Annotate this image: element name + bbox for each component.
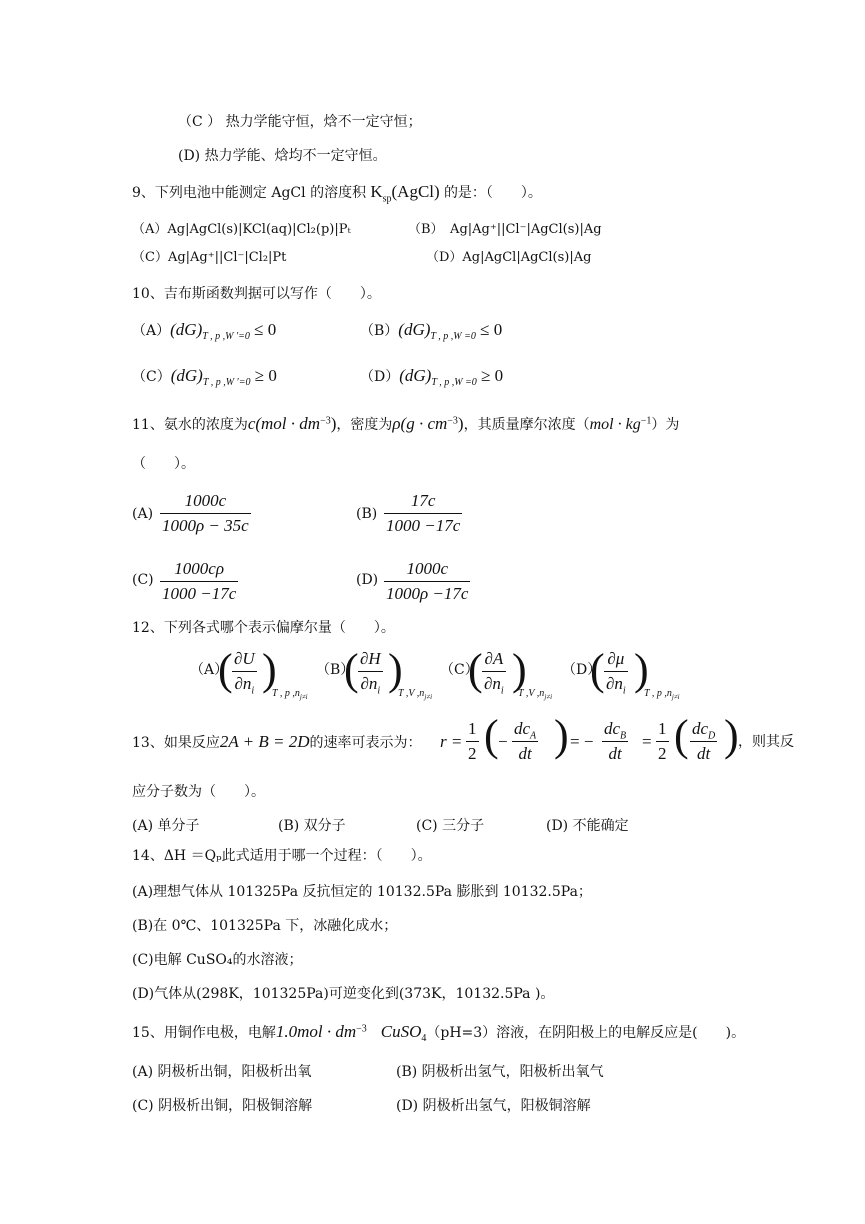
q10-option-d: $(D)(dG)_{T , p ,W =0} \ge 0$ bbox=[360, 366, 504, 388]
q11-fraction-b: $\frac{17c}{1000 -17c}$ bbox=[386, 491, 461, 535]
q12-fraction-a: $\frac{\partial U}{\partial n_i}$ bbox=[234, 649, 255, 697]
q13-half-1: $\frac{1}{2}$ bbox=[468, 719, 477, 763]
q12-d-subscript: T , p $,n_{j\ne i}$ bbox=[644, 688, 680, 701]
q12-stem: 12、下列各式哪个表示偏摩尔量（ ）。 bbox=[132, 620, 395, 636]
q12-c-lparen: ( bbox=[468, 645, 483, 694]
q13-option-a: (A) 单分子 bbox=[132, 818, 200, 834]
q15-stem: 15、用铜作电极，电解$1.0mol \cdot dm^{-3}$ CuSO$_4$（pH=3）溶液，在阴阳极上的电解反应是( )。 bbox=[132, 1022, 746, 1044]
q13-half-2: $\frac{1}{2}$ bbox=[658, 719, 667, 763]
q13-stem-tail: ，则其反 bbox=[738, 734, 794, 750]
q12-c-subscript: T ,V $,n_{j\ne i}$ bbox=[518, 688, 553, 701]
q12-a-lparen: ( bbox=[218, 645, 233, 694]
q14-stem: 14、ΔH ＝Qₚ此式适用于哪一个过程：（ ）。 bbox=[132, 848, 432, 864]
q13-option-d: (D) 不能确定 bbox=[546, 818, 629, 834]
q15-option-d: (D) 阴极析出氢气，阳极铜溶解 bbox=[396, 1098, 591, 1114]
q13-rparen-1: ) bbox=[554, 711, 569, 760]
q8-option-c: （C ） 热力学能守恒，焓不一定守恒； bbox=[178, 114, 422, 130]
q12-a-rparen: ) bbox=[262, 645, 277, 694]
q12-fraction-d: $\frac{\partial\mu}{\partial n_i}$ bbox=[606, 649, 626, 697]
q12-d-lparen: ( bbox=[590, 645, 605, 694]
q12-b-rparen: ) bbox=[388, 645, 403, 694]
q11-label-c: (C) bbox=[132, 572, 154, 588]
q11-fraction-c: $\frac{1000c\rho}{1000 -17c}$ bbox=[162, 559, 237, 603]
q13-lparen-1: ( bbox=[484, 711, 499, 760]
q15-option-c: (C) 阴极析出铜，阳极铜溶解 bbox=[132, 1098, 313, 1114]
q13-option-c: (C) 三分子 bbox=[416, 818, 485, 834]
q11-stem-blank: （ ）。 bbox=[132, 456, 195, 472]
q11-label-a: (A) bbox=[132, 506, 154, 522]
q13-option-b: (B) 双分子 bbox=[278, 818, 346, 834]
q12-label-c: （C） bbox=[440, 662, 479, 678]
q13-stem: 13、如果反应2A + B = 2D的速率可表示为： bbox=[132, 732, 422, 751]
q12-a-subscript: T , p $,n_{j\ne i}$ bbox=[272, 688, 308, 701]
q12-label-b: （B） bbox=[316, 662, 355, 678]
q12-fraction-c: $\frac{\partial A}{\partial n_i}$ bbox=[484, 649, 504, 697]
q15-option-b: (B) 阴极析出氢气，阳极析出氧气 bbox=[396, 1064, 604, 1080]
q12-b-subscript: T ,V $,n_{j\ne i}$ bbox=[398, 688, 433, 701]
q12-c-rparen: ) bbox=[512, 645, 527, 694]
q13-minus-1: − bbox=[498, 732, 508, 751]
q13-lparen-2: ( bbox=[674, 711, 689, 760]
q13-dca-dt: $dc_A$ dt bbox=[514, 719, 537, 763]
q11-fraction-d: $\frac{1000c}{1000\rho -17c}$ bbox=[386, 559, 469, 603]
q11-stem: 11、氨水的浓度为$c(mol \cdot dm^{-3})$，密度为$\rho(g \cdot cm^{-3})$，其质量摩尔浓度$(mol \cdot kg^{-1})$为 bbox=[132, 414, 680, 433]
q13-eq-2: = bbox=[642, 732, 652, 751]
q14-option-a: (A)理想气体从 101325Pa 反抗恒定的 10132.5Pa 膨胀到 10132.5Pa； bbox=[132, 884, 592, 900]
q14-option-c: (C)电解 CuSO₄的水溶液； bbox=[132, 952, 303, 968]
q13-eq-1: = − bbox=[570, 732, 594, 751]
q9-option-d: （D）Ag|AgCl|AgCl(s)|Ag bbox=[426, 250, 592, 265]
q10-option-a: $(A)(dG)_{T , p ,W '=0} \le 0$ bbox=[132, 320, 277, 342]
q9-option-c: （C）Ag|Ag⁺||Cl⁻|Cl₂|Pt bbox=[132, 250, 287, 265]
q8-option-d: (D) 热力学能、焓均不一定守恒。 bbox=[178, 148, 387, 164]
q14-option-d: (D)气体从(298K，101325Pa)可逆变化到(373K，10132.5Pa )。 bbox=[132, 986, 555, 1002]
q9-stem: 9、下列电池中能测定 AgCl 的溶度积 $K_{sp}(AgCl)$ 的是：（ ）。 bbox=[132, 182, 542, 205]
q12-b-lparen: ( bbox=[344, 645, 359, 694]
q12-fraction-b: $\frac{\partial H}{\partial n_i}$ bbox=[360, 649, 381, 697]
q10-option-c: $(C)(dG)_{T , p ,W '=0} \ge 0$ bbox=[132, 366, 277, 388]
q13-rparen-2: ) bbox=[724, 711, 739, 760]
q11-label-d: (D) bbox=[356, 572, 379, 588]
q13-stem-line2: 应分子数为（ ）。 bbox=[132, 784, 265, 800]
q12-label-a: （A） bbox=[190, 662, 229, 678]
q13-rate-symbol: r = bbox=[440, 732, 463, 751]
q12-label-d: （D） bbox=[562, 662, 602, 678]
q12-d-rparen: ) bbox=[634, 645, 649, 694]
q13-dcd-dt: $dc_D$ dt bbox=[692, 719, 716, 763]
q9-option-a: （A）Ag|AgCl(s)|KCl(aq)|Cl₂(p)|Pₜ bbox=[132, 222, 351, 237]
q13-dcb-dt: $dc_B$ dt bbox=[604, 719, 627, 763]
q11-fraction-a: $\frac{1000c}{1000\rho - 35c}$ bbox=[162, 491, 249, 535]
q14-option-b: (B)在 0℃、101325Pa 下，冰融化成水； bbox=[132, 918, 398, 934]
q9-option-b: （B） Ag|Ag⁺||Cl⁻|AgCl(s)|Ag bbox=[408, 222, 602, 237]
q10-stem: 10、吉布斯函数判据可以写作（ ）。 bbox=[132, 286, 381, 302]
q10-option-b: $(B)(dG)_{T , p ,W =0} \le 0$ bbox=[360, 320, 503, 342]
q15-option-a: (A) 阴极析出铜，阳极析出氧 bbox=[132, 1064, 312, 1080]
q11-label-b: (B) bbox=[356, 506, 378, 522]
